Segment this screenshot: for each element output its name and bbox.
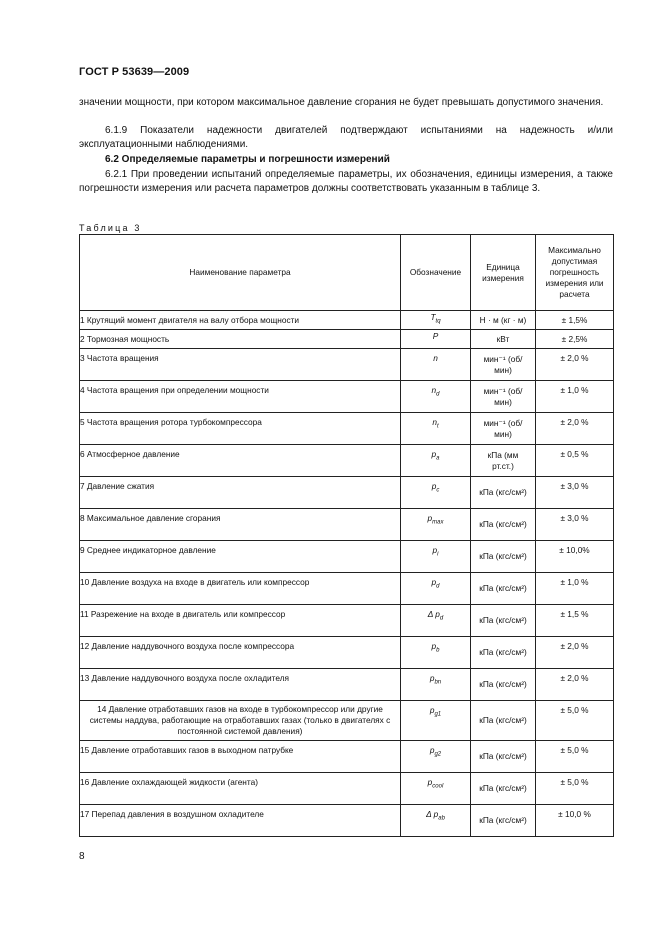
paragraph-6-2-1: 6.2.1 При проведении испытаний определяемые параметры, их обозначения, единицы измерения, а также погрешности измерения или расчета параметров должны соответствовать указанным в таблице 3. [79, 169, 613, 194]
symbol-main: n [432, 417, 437, 427]
param-unit-cell: кПа (кгс/см²) [471, 541, 536, 573]
symbol-subscript: c [436, 487, 440, 494]
param-unit-cell: кПа (кгс/см²) [471, 773, 536, 805]
param-symbol-cell [401, 311, 471, 330]
param-accuracy-cell: ± 1,0 % [536, 381, 614, 413]
header-symbol: Обозначение [401, 235, 471, 311]
param-accuracy-cell: ± 1,0 % [536, 573, 614, 605]
param-unit-cell: Н · м (кг · м) [471, 311, 536, 330]
symbol-subscript: a [436, 455, 440, 462]
param-accuracy-cell: ± 2,0 % [536, 413, 614, 445]
table-row [80, 669, 614, 701]
symbol-main: Δ p [427, 609, 440, 619]
param-symbol-cell [401, 509, 471, 541]
param-accuracy-cell: ± 1,5% [536, 311, 614, 330]
symbol-subscript: d [436, 391, 440, 398]
param-accuracy-cell: ± 10,0 % [536, 805, 614, 837]
table-row [80, 741, 614, 773]
parameters-table [79, 234, 614, 837]
symbol-main: p [431, 577, 437, 587]
symbol-subscript: b [436, 647, 440, 654]
symbol-main: p [427, 777, 433, 787]
symbol-subscript: ab [438, 815, 445, 822]
symbol-subscript: g2 [434, 751, 442, 758]
param-name-cell: 7 Давление сжатия [80, 477, 401, 509]
param-symbol-cell [401, 330, 471, 349]
symbol-subscript: d [436, 583, 440, 590]
symbol-main: p [429, 673, 435, 683]
table-row [80, 637, 614, 669]
param-name-cell: 14 Давление отработавших газов на входе в турбокомпрессор или другие системы наддува, работающие на отработавших газах (только в двигателях с постоянной системой давления) [80, 701, 401, 741]
param-accuracy-cell: ± 2,0 % [536, 637, 614, 669]
param-name-cell: 13 Давление наддувочного воздуха после охладителя [80, 669, 401, 701]
param-symbol-cell [401, 805, 471, 837]
symbol-main: n [431, 385, 437, 395]
param-accuracy-cell: ± 3,0 % [536, 477, 614, 509]
param-name-cell: 15 Давление отработавших газов в выходном патрубке [80, 741, 401, 773]
symbol-main: p [429, 745, 435, 755]
table-row [80, 330, 614, 349]
param-symbol-cell [401, 701, 471, 741]
header-unit: Единица измерения [471, 235, 536, 311]
symbol-subscript: bn [434, 679, 442, 686]
param-name-cell: 16 Давление охлаждающей жидкости (агента) [80, 773, 401, 805]
symbol-main: n [433, 353, 438, 363]
paragraph-6-1-9: 6.1.9 Показатели надежности двигателей подтверждают испытаниями на надежность и/или эксплуатационными наблюдениями. [79, 125, 613, 150]
table-row [80, 311, 614, 330]
symbol-subscript: cool [432, 783, 444, 790]
param-name-cell: 3 Частота вращения [80, 349, 401, 381]
param-unit-cell: кПа (кгс/см²) [471, 637, 536, 669]
param-symbol-cell [401, 477, 471, 509]
param-symbol-cell [401, 381, 471, 413]
param-unit-cell: кПа (кгс/см²) [471, 573, 536, 605]
param-name-cell: 6 Атмосферное давление [80, 445, 401, 477]
param-name-cell: 10 Давление воздуха на входе в двигатель или компрессор [80, 573, 401, 605]
param-accuracy-cell: ± 2,0 % [536, 669, 614, 701]
param-accuracy-cell: ± 3,0 % [536, 509, 614, 541]
table-row [80, 381, 614, 413]
symbol-main: P [432, 331, 439, 342]
param-symbol-cell [401, 541, 471, 573]
table-caption: Таблица 3 [79, 223, 142, 233]
param-symbol-cell [401, 773, 471, 805]
param-unit-cell: кПа (кгс/см²) [471, 605, 536, 637]
param-unit-cell: кПа (кгс/см²) [471, 741, 536, 773]
table-header-row [80, 235, 614, 311]
symbol-main: p [432, 545, 438, 555]
table-row [80, 445, 614, 477]
symbol-main: Δ p [426, 809, 439, 819]
symbol-main: p [429, 705, 435, 715]
param-name-cell: 4 Частота вращения при определении мощности [80, 381, 401, 413]
symbol-main: p [431, 641, 437, 651]
header-parameter-name: Наименование параметра [80, 235, 401, 311]
page-number: 8 [79, 851, 85, 862]
table-row [80, 805, 614, 837]
param-accuracy-cell: ± 5,0 % [536, 701, 614, 741]
section-heading-6-2: 6.2 Определяемые параметры и погрешности измерений [105, 154, 390, 165]
param-unit-cell: кПа (мм рт.ст.) [471, 445, 536, 477]
param-accuracy-cell: ± 0,5 % [536, 445, 614, 477]
paragraph-continuation: значении мощности, при котором максимальное давление сгорания не будет превышать допустимого значения. [79, 97, 604, 108]
table-row [80, 477, 614, 509]
standard-header: ГОСТ Р 53639—2009 [79, 66, 190, 78]
param-name-cell: 9 Среднее индикаторное давление [80, 541, 401, 573]
table-row [80, 773, 614, 805]
param-symbol-cell [401, 573, 471, 605]
param-name-cell: 12 Давление наддувочного воздуха после компрессора [80, 637, 401, 669]
header-accuracy: Максимально допустимая погрешность измерения или расчета [536, 235, 614, 311]
param-unit-cell: мин⁻¹ (об/мин) [471, 349, 536, 381]
param-symbol-cell [401, 445, 471, 477]
param-name-cell: 17 Перепад давления в воздушном охладителе [80, 805, 401, 837]
param-accuracy-cell: ± 5,0 % [536, 741, 614, 773]
symbol-subscript: i [437, 551, 439, 558]
param-name-cell: 8 Максимальное давление сгорания [80, 509, 401, 541]
symbol-main: p [427, 513, 433, 523]
param-unit-cell: мин⁻¹ (об/мин) [471, 381, 536, 413]
param-symbol-cell [401, 741, 471, 773]
table-row [80, 509, 614, 541]
table-row [80, 573, 614, 605]
symbol-subscript: max [432, 519, 444, 526]
table-row [80, 701, 614, 741]
param-symbol-cell [401, 605, 471, 637]
param-unit-cell: мин⁻¹ (об/мин) [471, 413, 536, 445]
param-symbol-cell [401, 637, 471, 669]
param-accuracy-cell: ± 2,0 % [536, 349, 614, 381]
param-symbol-cell [401, 349, 471, 381]
param-unit-cell: кПа (кгс/см²) [471, 701, 536, 741]
param-unit-cell: кВт [471, 330, 536, 349]
param-accuracy-cell: ± 2,5% [536, 330, 614, 349]
table-row [80, 541, 614, 573]
param-unit-cell: кПа (кгс/см²) [471, 805, 536, 837]
symbol-main: T [430, 312, 436, 323]
param-symbol-cell [401, 669, 471, 701]
symbol-main: p [431, 481, 437, 491]
table-row [80, 349, 614, 381]
param-accuracy-cell: ± 10,0% [536, 541, 614, 573]
symbol-subscript: t [436, 423, 439, 430]
param-accuracy-cell: ± 1,5 % [536, 605, 614, 637]
symbol-subscript: d [439, 615, 444, 622]
param-name-cell: 11 Разрежение на входе в двигатель или компрессор [80, 605, 401, 637]
symbol-main: p [431, 449, 437, 459]
param-name-cell: 2 Тормозная мощность [80, 330, 401, 349]
table-row [80, 413, 614, 445]
param-accuracy-cell: ± 5,0 % [536, 773, 614, 805]
param-name-cell: 5 Частота вращения ротора турбокомпрессора [80, 413, 401, 445]
param-unit-cell: кПа (кгс/см²) [471, 669, 536, 701]
param-unit-cell: кПа (кгс/см²) [471, 509, 536, 541]
param-name-cell: 1 Крутящий момент двигателя на валу отбора мощности [80, 311, 401, 330]
symbol-subscript: tq [435, 318, 441, 325]
table-row [80, 605, 614, 637]
symbol-subscript: g1 [434, 711, 442, 718]
param-symbol-cell [401, 413, 471, 445]
param-unit-cell: кПа (кгс/см²) [471, 477, 536, 509]
